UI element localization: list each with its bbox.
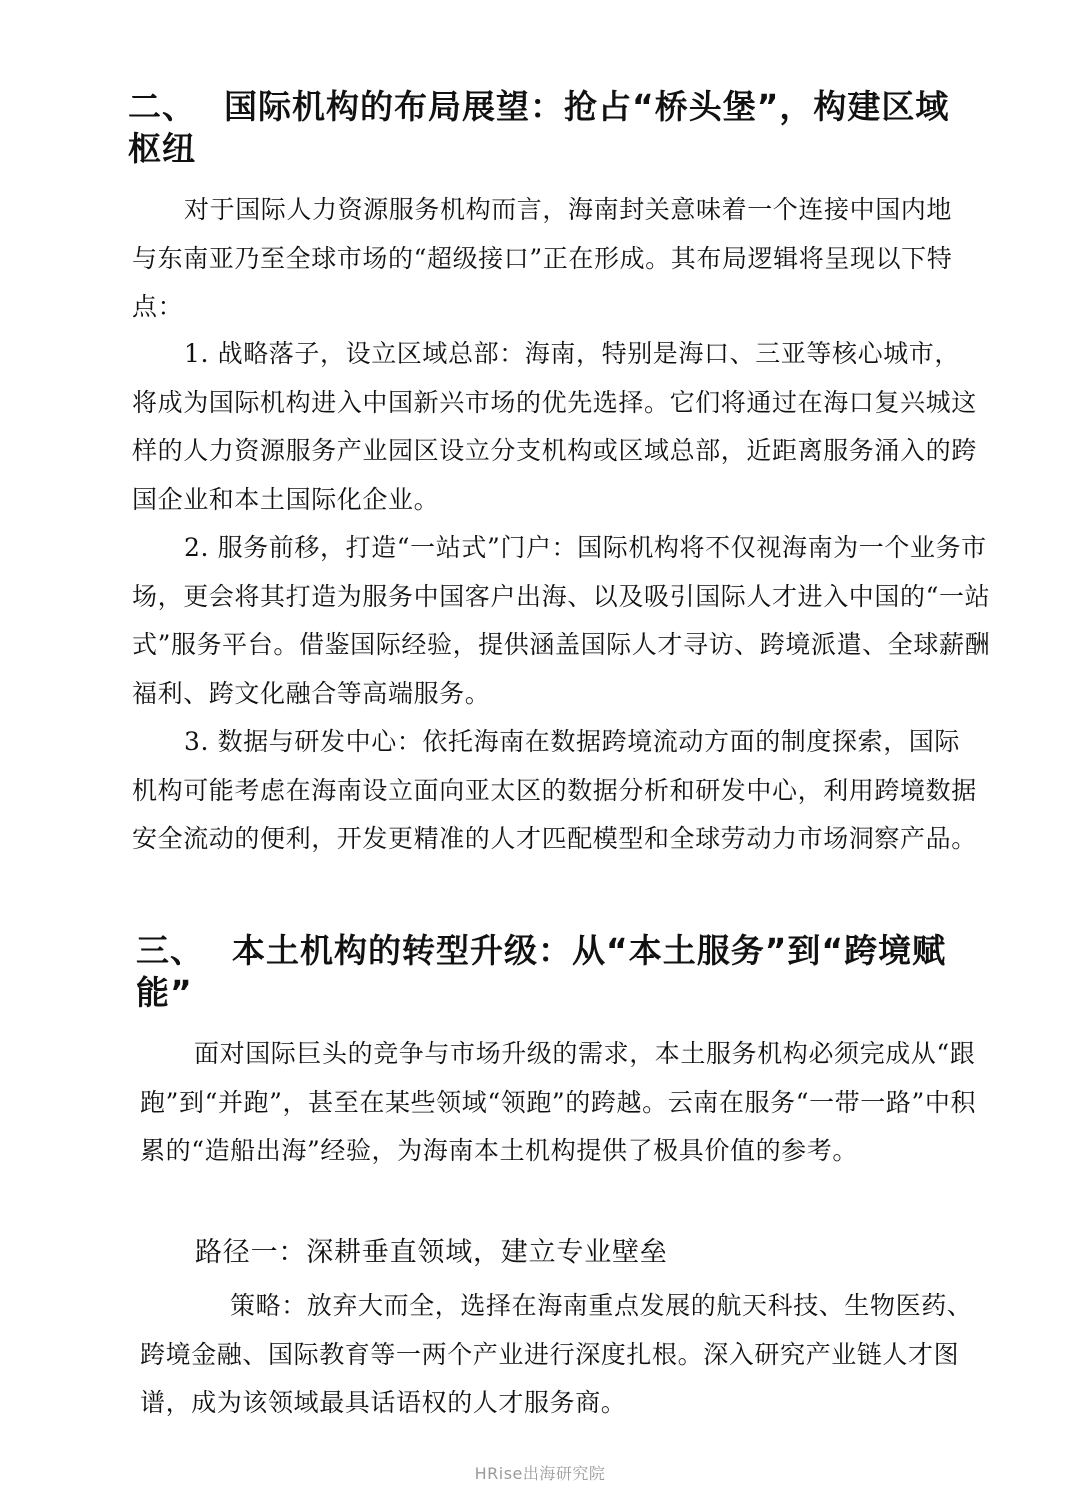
section-2-intro: 对于国际人力资源服务机构而言，海南封关意味着一个连接中国内地与东南亚乃至全球市场的“超级接口”正在形成。其布局逻辑将呈现以下特点： — [132, 195, 953, 321]
section-2-title: 国际机构的布局展望：抢占“桥头堡”，构建区域枢纽 — [128, 87, 950, 168]
section-3-number: 三、 — [136, 931, 204, 970]
section-3-title: 本土机构的转型升级：从“本土服务”到“跨境赋能” — [136, 931, 947, 1012]
section-2-item-3: 3. 数据与研发中心：依托海南在数据跨境流动方面的制度探索，国际机构可能考虑在海南设立面向亚太区的数据分析和研发中心，利用跨境数据安全流动的便利，开发更精准的人才匹配模型和全球劳动力市场洞察产品。 — [132, 727, 977, 853]
path-1-title: 路径一：深耕垂直领域，建立专业壁垒 — [195, 1237, 668, 1268]
section-3-heading — [136, 930, 976, 1014]
section-2-heading — [128, 86, 968, 170]
footer-watermark: HRise出海研究院 — [474, 1464, 606, 1483]
path-1-strategy: 策略：放弃大而全，选择在海南重点发展的航天科技、生物医药、跨境金融、国际教育等一两个产业进行深度扎根。深入研究产业链人才图谱，成为该领域最具话语权的人才服务商。 — [140, 1291, 973, 1417]
section-2-number: 二、 — [128, 87, 196, 126]
section-3-intro: 面对国际巨头的竞争与市场升级的需求，本土服务机构必须完成从“跟跑”到“并跑”，甚至在某些领域“领跑”的跨越。云南在服务“一带一路”中积累的“造船出海”经验，为海南本土机构提供了极具价值的参考。 — [140, 1039, 977, 1165]
section-2-item-2: 2. 服务前移，打造“一站式”门户：国际机构将不仅视海南为一个业务市场，更会将其打造为服务中国客户出海、以及吸引国际人才进入中国的“一站式”服务平台。借鉴国际经验，提供涵盖国际人才寻访、跨境派遣、全球薪酬福利、跨文化融合等高端服务。 — [132, 533, 991, 708]
section-2-item-1: 1. 战略落子，设立区域总部：海南，特别是海口、三亚等核心城市，将成为国际机构进入中国新兴市场的优先选择。它们将通过在海口复兴城这样的人力资源服务产业园区设立分支机构或区域总部，近距离服务涌入的跨国企业和本土国际化企业。 — [132, 339, 977, 514]
